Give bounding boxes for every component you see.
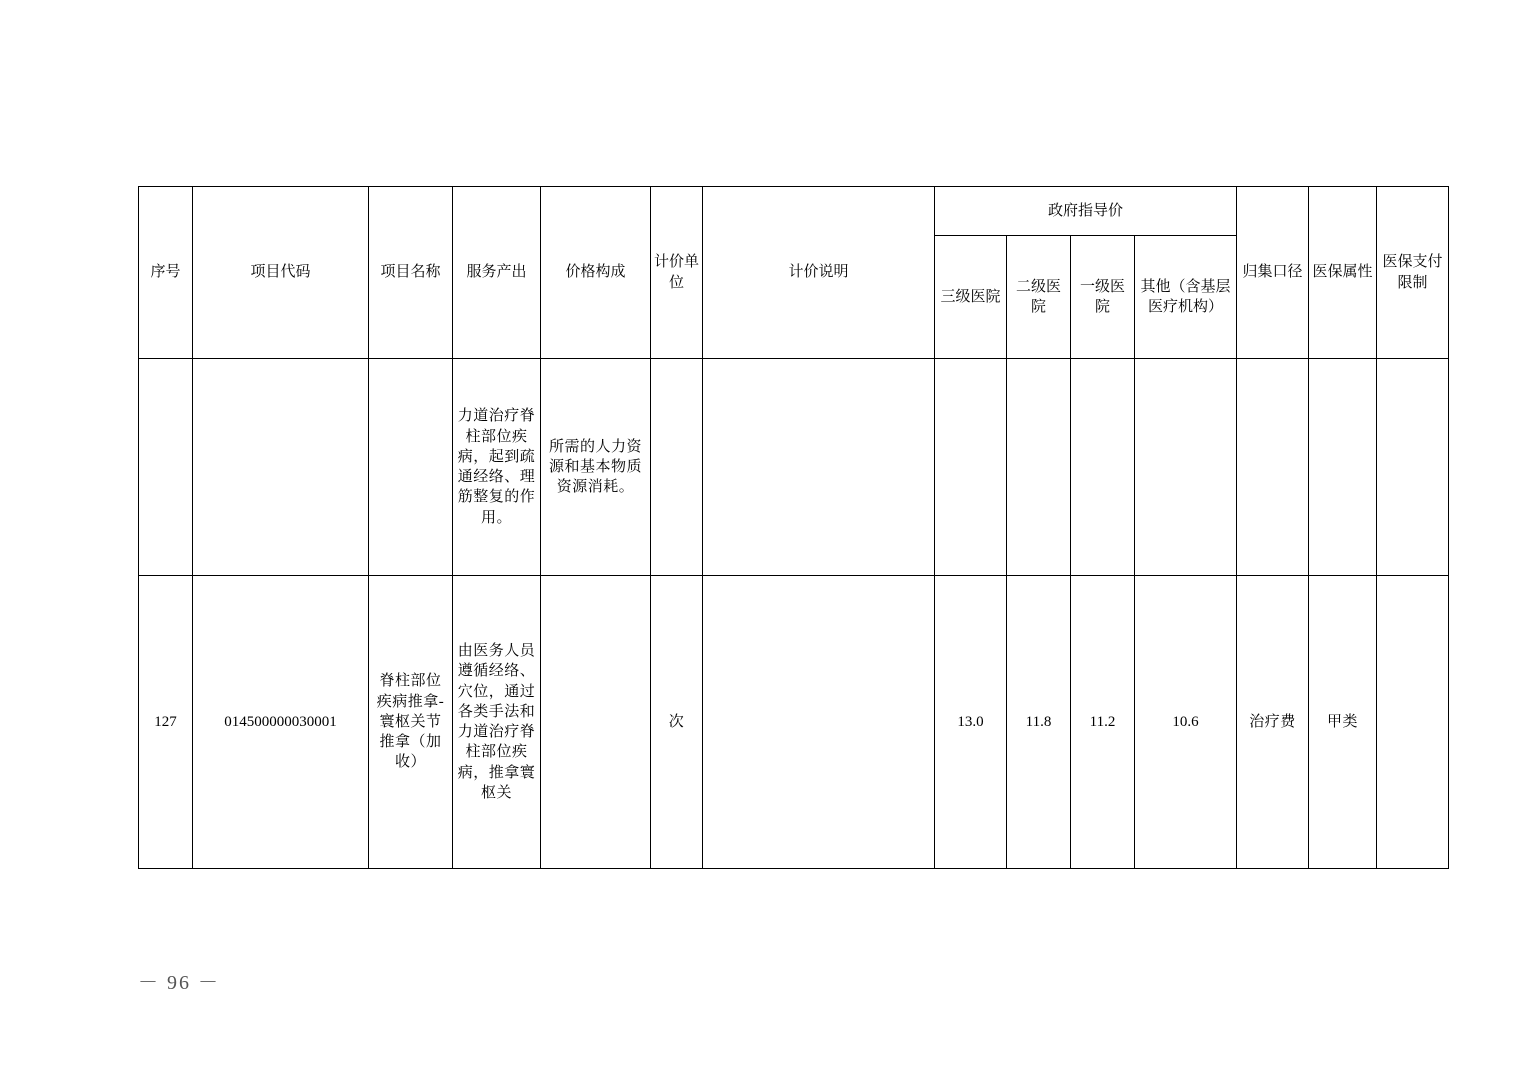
cell-service-output: 力道治疗脊柱部位疾病，起到疏通经络、理筋整复的作用。	[453, 359, 541, 576]
cell-collect-caliber: 治疗费	[1237, 576, 1309, 869]
header-level1: 一级医院	[1071, 236, 1135, 359]
header-insurance-limit: 医保支付限制	[1377, 187, 1449, 359]
cell-seq	[139, 359, 193, 576]
header-item-name: 项目名称	[369, 187, 453, 359]
header-price-composition: 价格构成	[541, 187, 651, 359]
cell-price-unit	[651, 359, 703, 576]
header-service-output: 服务产出	[453, 187, 541, 359]
cell-other	[1135, 359, 1237, 576]
header-insurance-attr: 医保属性	[1309, 187, 1377, 359]
cell-level1: 11.2	[1071, 576, 1135, 869]
cell-price-unit: 次	[651, 576, 703, 869]
header-other: 其他（含基层医疗机构）	[1135, 236, 1237, 359]
cell-level3	[935, 359, 1007, 576]
header-price-note: 计价说明	[703, 187, 935, 359]
cell-price-note	[703, 576, 935, 869]
cell-level3: 13.0	[935, 576, 1007, 869]
cell-item-code	[193, 359, 369, 576]
table-row	[139, 576, 1449, 869]
cell-price-composition	[541, 576, 651, 869]
cell-level2	[1007, 359, 1071, 576]
header-level2: 二级医院	[1007, 236, 1071, 359]
cell-level2: 11.8	[1007, 576, 1071, 869]
page-number: － 96 －	[138, 972, 220, 994]
price-table	[138, 186, 1449, 869]
table-header-row-1	[139, 187, 1449, 236]
header-level3: 三级医院	[935, 236, 1007, 359]
header-collect-caliber: 归集口径	[1237, 187, 1309, 359]
header-seq: 序号	[139, 187, 193, 359]
cell-price-composition: 所需的人力资源和基本物质资源消耗。	[541, 359, 651, 576]
cell-other: 10.6	[1135, 576, 1237, 869]
cell-level1	[1071, 359, 1135, 576]
cell-insurance-attr: 甲类	[1309, 576, 1377, 869]
cell-item-code: 014500000030001	[193, 576, 369, 869]
table-row	[139, 359, 1449, 576]
cell-collect-caliber	[1237, 359, 1309, 576]
cell-price-note	[703, 359, 935, 576]
cell-insurance-limit	[1377, 576, 1449, 869]
cell-service-output: 由医务人员遵循经络、穴位，通过各类手法和力道治疗脊柱部位疾病，推拿寰枢关	[453, 576, 541, 869]
cell-item-name: 脊柱部位疾病推拿-寰枢关节推拿（加收）	[369, 576, 453, 869]
header-gov-guide-price: 政府指导价	[935, 187, 1237, 236]
header-item-code: 项目代码	[193, 187, 369, 359]
cell-insurance-attr	[1309, 359, 1377, 576]
header-price-unit: 计价单位	[651, 187, 703, 359]
cell-insurance-limit	[1377, 359, 1449, 576]
cell-item-name	[369, 359, 453, 576]
cell-seq: 127	[139, 576, 193, 869]
